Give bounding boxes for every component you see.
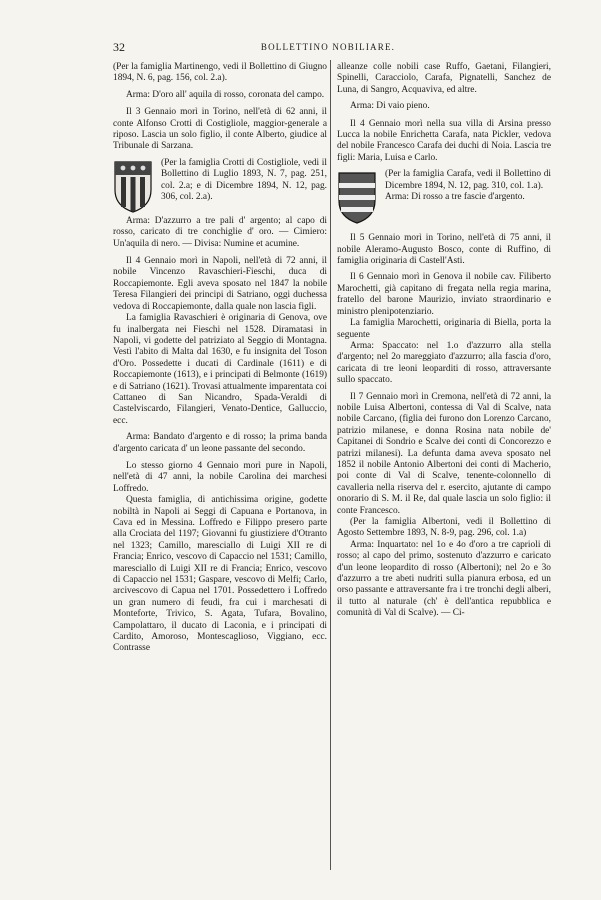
obituary-paragraph: Il 4 Gennaio morì in Napoli, nell'età di 72 anni, il nobile Vincenzo Ravaschieri-Fieschi, duca di Roccapiemonte. Egli aveva sposato nel 1847 la nobile Teresa Filangieri dei principi di Satriano, oggi duchessa vedova di Roccapiemonte, dalla quale non lascia figli. <box>113 256 327 312</box>
arms-description: Arma: Di vaio pieno. <box>350 101 430 112</box>
obituary-paragraph: Lo stesso giorno 4 Gennaio morì pure in Napoli, nell'età di 47 anni, la nobile Carolina dei marchesi Loffredo. <box>113 460 327 494</box>
left-column <box>113 62 327 655</box>
crotti-coat-of-arms-icon <box>113 160 153 214</box>
page-header <box>113 40 543 56</box>
reference-paragraph: (Per la famiglia Crotti di Costigliole, vedi il Bollettino di Luglio 1893, N. 7, pag. 251, col. 2.a; e di Dicembre 1894, N. 12, pag. 306, col. 2.a). <box>161 157 327 203</box>
family-history: Questa famiglia, di antichissima origine, godette nobiltà in Napoli ai Seggi di Capuana e Portanova, in Cava ed in Messina. Loffredo e Filippo presero parte alla Crociata del 1197; Giovanni fu giustiziere d'Otranto nel 1323; Camillo, maresciallo di Luigi XII re di Francia; Enrico, vescovo di Capaccio nel 1531; Camillo, maresciallo di Luigi XII re di Francia; Enrico, vescovo di Capaccio nel 1531; Gaspare, vescovo di Melfi; Carlo, arcivescovo di Capua nel 1701. Possedettero i Loffredo un gran numero di feudi, fra cui i marchesati di Monteforte, Trivico, S. Agata, Tufara, Bovalino, Campolattaro, il ducato di Laconia, e i principati di Cardito, Amoroso, Montescaglioso, Viggiano, ecc. Contrasse <box>113 495 327 654</box>
paragraph: (Per la famiglia Martinengo, vedi il Bollettino di Giugno 1894, N. 6, pag. 156, col. 2.a). <box>113 62 327 84</box>
page-number: 32 <box>113 40 125 54</box>
obituary-paragraph: Il 7 Gennaio morì in Cremona, nell'età di 72 anni, la nobile Luisa Albertoni, contessa di Val di Scalve, nata nobile Carcano, (figlia dei furono don Lorenzo Carcano, patrizio milanese, e donna Rosina nata nobile de' Capitanei di Sondrio e Scalve dei conti di Concorezzo e patrizi milanesi). La defunta dama aveva sposato nel 1852 il nobile Antonio Albertoni dei conti di Macherio, poi conte di Val di Scalve, tenente-colonnello di cavalleria nella riserva del r. esercito, ajutante di campo onorario di S. M. il Re, dal quale lascia un solo figlio: il conte Francesco. <box>337 391 551 516</box>
family-history: La famiglia Marochetti, originaria di Biella, porta la seguente <box>337 318 551 340</box>
carafa-coat-of-arms-icon <box>337 171 377 225</box>
running-title: BOLLETTINO NOBILIARE. <box>260 42 396 52</box>
arms-description: Arma: D'azzurro a tre pali d' argento; al capo di rosso, caricato di tre conchiglie d' oro. — Cimiero: Un'aquila di nero. — Divisa: Numine et acumine. <box>113 215 327 249</box>
family-history: La famiglia Ravaschieri è originaria di Genova, ove fu inalbergata nei Fieschi nel 1528. Diramatasi in Napoli, vi godette del patriziato al Seggio di Montagna. Vestì l'abito di Malta dal 1630, e fu insignita del Toson d'Oro. Possedette i ducati di Cardinale (1611) e di Roccapiemonte (1613), e i principati di Belmonte (1619) e di Satriano (1621). Trovasi attualmente imparentata coi Cattaneo di San Nicandro, Spada-Veraldi di Castelviscardo, Filangieri, Venato-Dentice, Galluccio, ecc. <box>113 313 328 426</box>
right-column <box>337 62 551 620</box>
obituary-paragraph: Il 5 Gennaio morì in Torino, nell'età di 75 anni, il nobile Aleramo-Augusto Bosco, conte di Ruffino, di famiglia originaria di Castell'Asti. <box>337 233 551 267</box>
arms-description: Arma: D'oro all' aquila di rosso, coronata del campo. <box>126 89 325 100</box>
paragraph: alleanze colle nobili case Ruffo, Gaetani, Filangieri, Spinelli, Caracciolo, Carafa, Pignatelli, Sanchez de Luna, di Sangro, Acquaviva, ed altre. <box>337 62 551 95</box>
arms-description: Arma: Bandato d'argento e di rosso; la prima banda d'argento caricata d' un leone passante del secondo. <box>113 432 327 454</box>
column-divider <box>330 60 331 870</box>
arms-description: Arma: Spaccato: nel 1.o d'azzurro alla stella d'argento; nel 2o mareggiato d'azzurro; alla fascia d'oro, caricata di tre leoni leoparditi di rosso, attraversante sullo spaccato. <box>337 340 551 386</box>
arms-description: Arma: Inquartato: nel 1o e 4o d'oro a tre caprioli di rosso; al capo del primo, sostenuto d'azzurro e caricato d'un leone leopardito di rosso (Albertoni); nel 2o e 3o d'azzurro a tre abeti nudriti sulla pianura erbosa, ed un orso passante e attraversante fra i tre tronchi degli alberi, il tutto al naturale (ch' è dell'antica repubblica e comunità di Val di Scalve). — Ci- <box>337 539 551 619</box>
obituary-paragraph: Il 3 Gennaio morì in Torino, nell'età di 62 anni, il conte Alfonso Crotti di Costigliole, maggior-generale a riposo. Lascia un solo figlio, il conte Alberto, giudice al Tribunale di Sarzana. <box>113 107 327 152</box>
crotti-arms-block <box>113 158 327 216</box>
reference-paragraph: (Per la famiglia Albertoni, vedi il Bollettino di Agosto Settembre 1893, N. 8-9, pag. 296, col. 1.a) <box>337 517 551 539</box>
obituary-paragraph: Il 6 Gennaio morì in Genova il nobile cav. Filiberto Marochetti, già capitano di fregata nella regia marina, fratello del barone Maurizio, inviato straordinario e ministro plenipotenziario. <box>337 272 551 317</box>
arms-description: Arma: Di rosso a tre fascie d'argento. <box>385 192 525 203</box>
carafa-arms-block <box>337 169 551 227</box>
reference-paragraph: (Per la famiglia Carafa, vedi il Bollettino di Dicembre 1894, N. 12, pag. 310, col. 1.a). <box>385 169 551 191</box>
obituary-paragraph: Il 4 Gennaio morì nella sua villa di Arsina presso Lucca la nobile Enrichetta Carafa, nata Pickler, vedova del nobile Francesco Carafa dei duchi di Noia. Lascia tre figli: Maria, Luisa e Carlo. <box>337 118 551 163</box>
